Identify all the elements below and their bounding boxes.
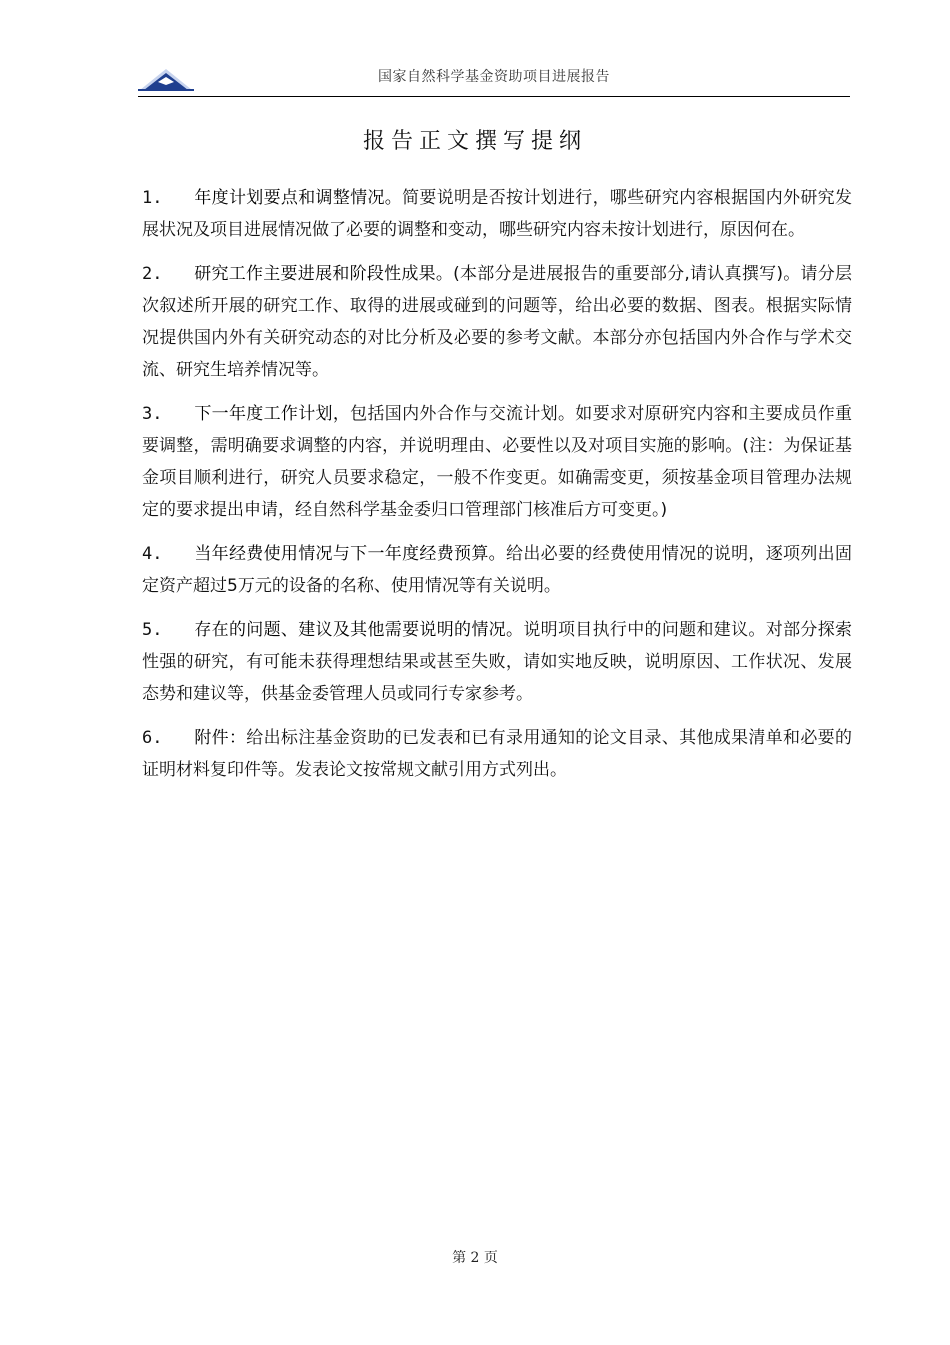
header-title: 国家自然科学基金资助项目进展报告 (378, 69, 610, 85)
outline-item-heading: 研究工作主要进展和阶段性成果。 (194, 264, 454, 284)
outline-item (142, 258, 852, 386)
page-number: 第 2 页 (452, 1250, 498, 1266)
page-header (138, 62, 850, 98)
outline-item-number: 4. (142, 544, 163, 564)
outline-item-body: 给出标注基金资助的已发表和已有录用通知的论文目录、其他成果清单和必要的证明材料复印件等。发表论文按常规文献引用方式列出。 (142, 728, 853, 780)
outline-item (142, 614, 852, 710)
header-divider (138, 96, 850, 97)
outline-item-body: 包括国内外合作与交流计划。如要求对原研究内容和主要成员作重要调整，需明确要求调整的内容，并说明理由、必要性以及对项目实施的影响。(注：为保证基金项目顺利进行，研究人员要求稳定，一般不作变更。如确需变更，须按基金项目管理办法规定的要求提出申请，经自然科学基金委归口管理部门核准后方可变更。) (142, 404, 853, 520)
outline-item-heading: 附件： (194, 728, 247, 748)
outline-item (142, 398, 852, 526)
outline-item-heading: 年度计划要点和调整情况。 (194, 188, 403, 208)
outline-item-number: 2. (142, 264, 163, 284)
outline-item (142, 538, 852, 602)
outline-sections (142, 182, 852, 798)
outline-item-body: 给出必要的经费使用情况的说明，逐项列出固定资产超过5万元的设备的名称、使用情况等有关说明。 (142, 544, 852, 596)
outline-item (142, 722, 852, 786)
outline-item-number: 1. (142, 188, 163, 208)
outline-item-number: 5. (142, 620, 163, 640)
outline-item-number: 3. (142, 404, 163, 424)
outline-item-body: (本部分是进展报告的重要部分,请认真撰写)。请分层次叙述所开展的研究工作、取得的进展或碰到的问题等，给出必要的数据、图表。根据实际情况提供国内外有关研究动态的对比分析及必要的参考文献。本部分亦包括国内外合作与学术交流、研究生培养情况等。 (142, 264, 853, 380)
outline-item-body: 简要说明是否按计划进行，哪些研究内容根据国内外研究发展状况及项目进展情况做了必要的调整和变动，哪些研究内容未按计划进行，原因何在。 (142, 188, 853, 240)
outline-item (142, 182, 852, 246)
outline-item-number: 6. (142, 728, 163, 748)
outline-item-heading: 存在的问题、建议及其他需要说明的情况。 (194, 620, 524, 640)
outline-item-heading: 当年经费使用情况与下一年度经费预算。 (194, 544, 506, 564)
document-title: 报告正文撰写提纲 (362, 129, 587, 154)
outline-item-body: 说明项目执行中的问题和建议。对部分探索性强的研究，有可能未获得理想结果或甚至失败，请如实地反映，说明原因、工作状况、发展态势和建议等，供基金委管理人员或同行专家参考。 (142, 620, 853, 704)
outline-item-heading: 下一年度工作计划， (194, 404, 351, 424)
